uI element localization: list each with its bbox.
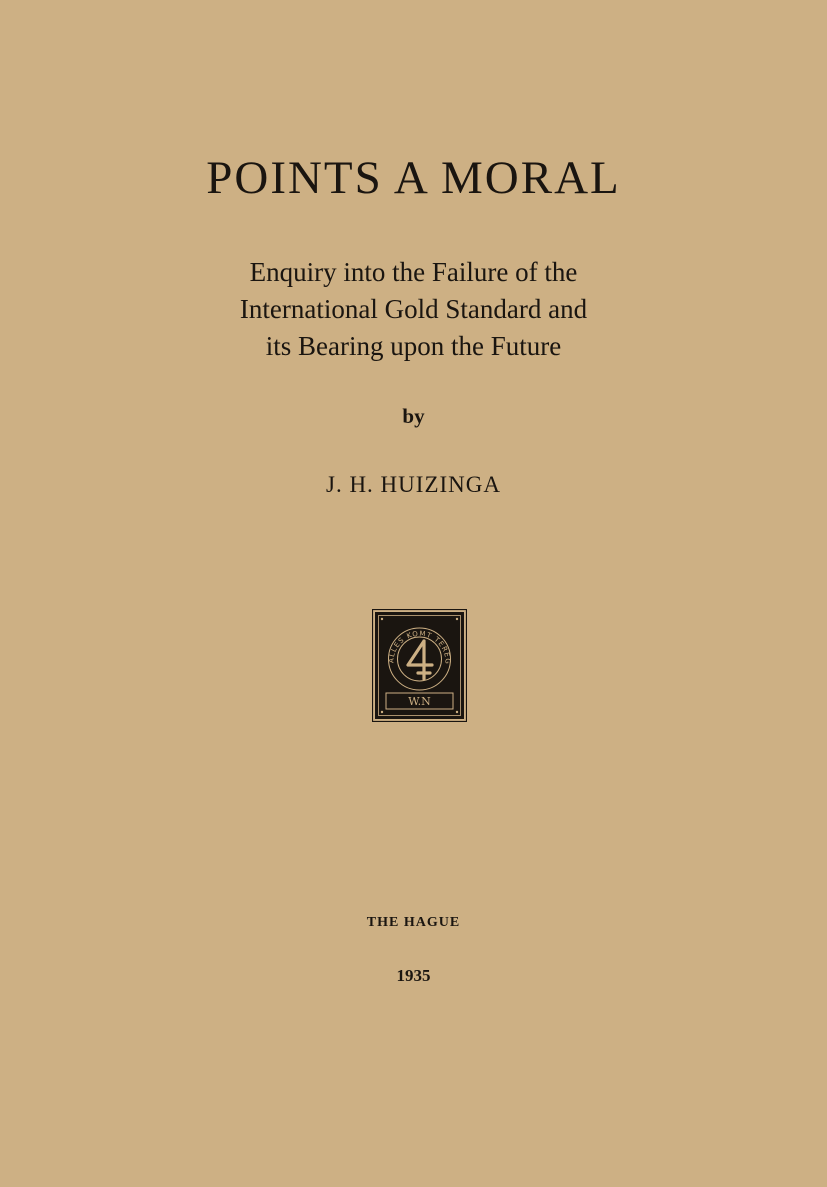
emblem-initials: W.N xyxy=(408,695,431,708)
publication-place: THE HAGUE xyxy=(366,915,461,930)
emblem-motto: ALLES KOMT TEREG xyxy=(387,629,452,665)
subtitle-line: its Bearing upon the Future xyxy=(265,331,562,361)
book-subtitle xyxy=(0,254,827,365)
book-title: POINTS A MORAL xyxy=(206,152,621,204)
subtitle-line: Enquiry into the Failure of the xyxy=(249,257,578,287)
publisher-emblem-icon xyxy=(372,609,467,722)
byline: by xyxy=(402,404,425,428)
author-name: J. H. HUIZINGA xyxy=(326,472,501,497)
subtitle-line: International Gold Standard and xyxy=(239,294,588,324)
publication-year: 1935 xyxy=(396,966,431,985)
